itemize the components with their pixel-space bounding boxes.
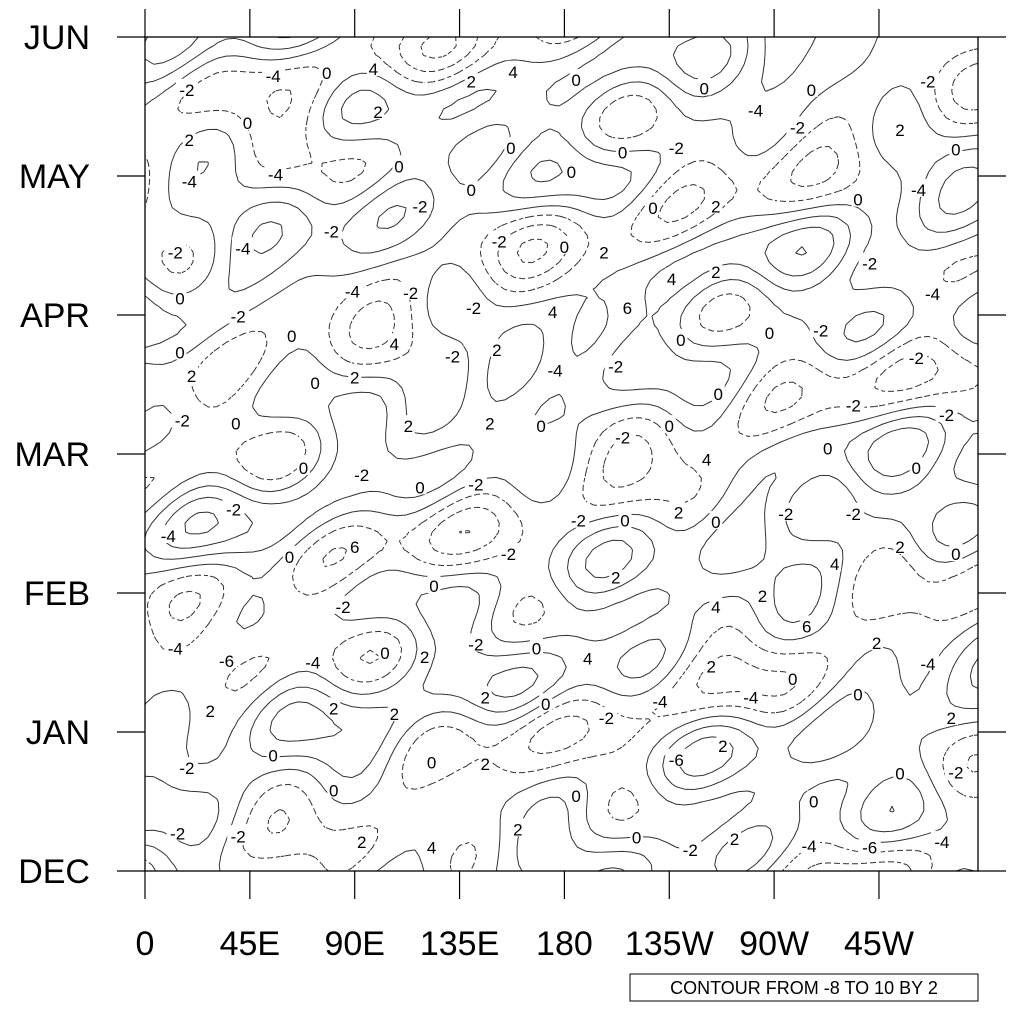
contour-label: 0 [284, 547, 295, 567]
contour-label: -2 [335, 597, 351, 617]
contour-label: 0 [571, 71, 581, 91]
x-axis [136, 9, 914, 963]
contour-label: 0 [808, 792, 819, 812]
contour-label: -2 [615, 428, 631, 448]
contour-label: 4 [829, 554, 840, 574]
contour-label: 0 [329, 781, 339, 801]
contour-label: 2 [895, 538, 905, 558]
contour-label: 0 [268, 746, 278, 766]
contour-label: 2 [329, 699, 339, 719]
contour-label: -4 [265, 66, 281, 86]
contour-label: -2 [445, 347, 461, 367]
contour-info-text: CONTOUR FROM -8 TO 10 BY 2 [670, 978, 938, 998]
contour-label: -2 [230, 307, 246, 327]
contour-label: 2 [895, 121, 905, 141]
contour-label: 2 [946, 709, 956, 729]
contour-label: 0 [175, 343, 185, 363]
contour-label: 0 [322, 64, 332, 84]
x-tick-label: 135W [624, 925, 714, 963]
contour-label: 2 [492, 340, 502, 360]
contour-label: 0 [242, 114, 253, 134]
contour-label: 2 [673, 503, 684, 523]
contour-label: 2 [466, 72, 476, 92]
contour-label: 4 [666, 269, 677, 289]
contour-label: 0 [394, 157, 404, 177]
contour-label: -4 [925, 285, 941, 305]
contour-label: -2 [682, 841, 698, 861]
contour-label: 0 [713, 385, 723, 405]
contour-label: 0 [806, 80, 817, 100]
contour-label: -4 [934, 832, 950, 852]
contour-label: 0 [466, 180, 476, 200]
contour-label: -2 [412, 197, 428, 217]
contour-label: 2 [205, 702, 215, 722]
y-tick-label: MAY [18, 158, 90, 196]
contour-label: 6 [622, 299, 633, 319]
contour-label: 0 [415, 478, 425, 498]
contour-label: 0 [566, 162, 577, 182]
x-tick-label: 180 [536, 925, 593, 963]
contour-label: -4 [305, 653, 321, 673]
contour-label: -2 [468, 475, 484, 495]
contour-label: -4 [160, 527, 176, 547]
contour-label: 0 [380, 643, 390, 663]
contour-label: 0 [664, 417, 675, 437]
contour-label: -4 [235, 239, 251, 259]
contour-label: -2 [845, 396, 861, 416]
contour-label: -2 [570, 511, 586, 531]
contour-label: -6 [668, 750, 684, 770]
contour-label: 0 [788, 670, 798, 690]
contour-label: -2 [323, 222, 339, 242]
contour-label: 0 [310, 374, 320, 394]
contour-label: 4 [368, 59, 379, 79]
contour-label: -4 [747, 101, 764, 121]
contour-label: -2 [179, 759, 195, 779]
contour-label: -4 [181, 172, 197, 192]
contour-label: -2 [354, 465, 370, 485]
contour-label: 4 [701, 450, 712, 470]
contour-label: 2 [480, 688, 490, 708]
contour-label: 4 [711, 597, 721, 617]
y-tick-label: JAN [25, 714, 90, 752]
contour-label: 0 [895, 764, 905, 784]
contour-label: 0 [175, 289, 185, 309]
contour-label: 2 [356, 832, 367, 852]
contour-label: 0 [951, 545, 961, 565]
x-tick-label: 45W [844, 925, 914, 963]
contour-label: 2 [513, 820, 523, 840]
contour-label: 0 [541, 695, 551, 715]
y-tick-label: MAR [14, 436, 90, 474]
contour-label: 0 [853, 190, 863, 210]
contour-label: -2 [668, 139, 684, 159]
contour-label: 2 [419, 647, 430, 667]
contour-label: -2 [789, 118, 805, 138]
contour-label: -2 [938, 406, 955, 426]
contour-label: -2 [225, 500, 242, 520]
contour-label: -2 [908, 349, 924, 369]
contour-label: -2 [948, 763, 964, 783]
contour-label: -2 [862, 254, 878, 274]
contour-label: -4 [547, 361, 563, 381]
contour-label: 2 [403, 417, 414, 437]
contour-label: -4 [801, 836, 817, 856]
contour-label: 0 [711, 513, 721, 533]
contour-label: 0 [531, 639, 542, 659]
contour-label: 2 [389, 704, 400, 724]
contour-label: -4 [167, 639, 183, 659]
contour-label: 2 [186, 367, 197, 387]
contour-label: 0 [676, 331, 686, 351]
x-tick-label: 90W [739, 925, 810, 963]
contour-label: -4 [743, 688, 759, 708]
contour-label: -6 [218, 652, 235, 672]
contour-label: 6 [349, 538, 360, 558]
contour-info-box [630, 974, 978, 1001]
contour-label: -6 [862, 838, 878, 858]
contour-label: 0 [298, 458, 309, 478]
contour-label: -2 [920, 72, 936, 92]
contour-label: -4 [267, 165, 284, 185]
contour-label: -2 [845, 504, 861, 524]
contour-label: 0 [426, 753, 437, 773]
contour-label: -2 [500, 545, 517, 565]
x-tick-label: 0 [135, 925, 155, 963]
x-tick-label: 135E [419, 925, 500, 963]
y-tick-label: DEC [18, 853, 90, 891]
contour-label: 2 [718, 736, 728, 756]
contour-label: -4 [920, 654, 936, 674]
contour-label: -4 [911, 180, 927, 200]
contour-label: 0 [631, 828, 642, 848]
contour-label: -2 [778, 504, 794, 524]
contour-label: -2 [465, 299, 482, 319]
contour-label: 0 [429, 577, 439, 597]
contour-label: 2 [485, 414, 495, 434]
contour-label: 6 [802, 617, 812, 637]
contour-level-neg6 [421, 37, 548, 533]
contour-label: -4 [344, 282, 360, 302]
contour-label: 2 [599, 243, 609, 263]
contour-label: -2 [179, 80, 195, 100]
x-tick-label: 90E [324, 925, 385, 963]
y-tick-label: APR [20, 297, 90, 335]
contour-label: -4 [652, 692, 668, 712]
contour-label: 0 [506, 139, 516, 159]
contour-label: 0 [951, 140, 961, 160]
contour-label: 0 [911, 458, 921, 478]
contour-label: 0 [617, 143, 628, 163]
contour-label: 0 [764, 324, 775, 344]
y-tick-label: JUN [23, 19, 90, 57]
contour-label: 4 [389, 335, 400, 355]
contour-label: 0 [571, 786, 581, 806]
contour-label: 4 [582, 649, 593, 669]
contour-label: 0 [648, 198, 658, 218]
contour-label: 0 [559, 237, 570, 257]
contour-label: 2 [184, 130, 195, 150]
contour-label: 2 [706, 657, 716, 677]
contour-label: 2 [729, 830, 740, 850]
contour-label: -2 [230, 827, 246, 847]
contour-label: 0 [536, 417, 546, 437]
contour-label: 0 [287, 326, 297, 346]
contour-label: -2 [468, 635, 484, 655]
contour-label: 2 [480, 754, 490, 774]
contour-label: 0 [231, 414, 241, 434]
contour-label: 2 [610, 568, 621, 588]
contour-label: 0 [853, 685, 863, 705]
contour-label: -2 [598, 709, 614, 729]
contour-label: -2 [167, 243, 183, 263]
contour-label: 4 [508, 62, 518, 82]
contour-label: -2 [491, 232, 507, 252]
contour-label: 2 [349, 368, 360, 388]
contour-label: 0 [822, 439, 833, 459]
contour-label: -2 [608, 357, 624, 377]
contour-label: 2 [711, 262, 721, 282]
contour-label: -2 [813, 321, 829, 341]
contour-label: 4 [548, 303, 558, 323]
contour-label: 0 [620, 511, 630, 531]
contour-label: 2 [373, 103, 383, 123]
x-tick-label: 45E [219, 925, 281, 963]
contour-label: 2 [871, 634, 882, 654]
contour-label: -2 [403, 283, 419, 303]
y-tick-label: FEB [23, 575, 90, 613]
contour-label: -2 [170, 824, 186, 844]
contour-label: -2 [174, 411, 190, 431]
contour-label: 0 [699, 79, 709, 99]
contour-label: 2 [757, 586, 768, 606]
contour-label: 2 [711, 197, 721, 217]
contour-label: 4 [426, 838, 437, 858]
